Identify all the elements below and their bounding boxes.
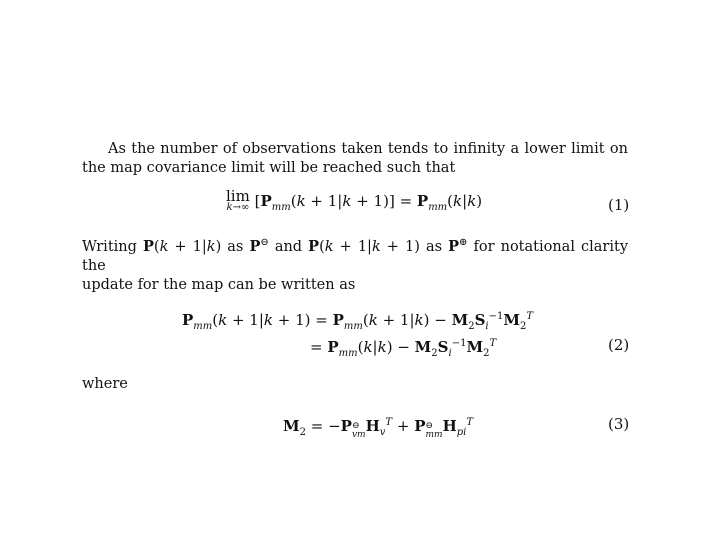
equation-number-1: (1) xyxy=(608,196,630,214)
notation-paragraph-line2: update for the map can be written as xyxy=(82,276,356,293)
equation-2-line-2: = $P_{mm}(k|k) - M_2S_i^{-1}M_2^T$ xyxy=(310,338,497,359)
equation-number-3: (3) xyxy=(608,415,630,433)
equation-1: lim k→∞ $[P_{mm}(k + 1|k + 1)] = P_{mm}(k|k)$ xyxy=(226,187,483,213)
notation-paragraph: Writing P(k + 1|k) as P⊖ and P(k + 1|k + 1) as P⊕ for notational clarity the update for the map can be written as xyxy=(82,237,629,293)
equation-number-2: (2) xyxy=(608,336,630,354)
equation-2-line-1: $P_{mm}(k + 1|k + 1) = P_{mm}(k + 1|k) - M_2S_i^{-1}M_2^T$ xyxy=(182,311,534,332)
intro-paragraph: As the number of observations taken tends to infinity a lower limit on the map covariance limit will be reached such that xyxy=(82,141,628,176)
equation-3: $M_2 = -P$ ⊖ vm $H_v^T + P$ ⊖ mm $H_{pi}^T$ xyxy=(283,417,474,440)
where-label: where xyxy=(82,376,128,392)
